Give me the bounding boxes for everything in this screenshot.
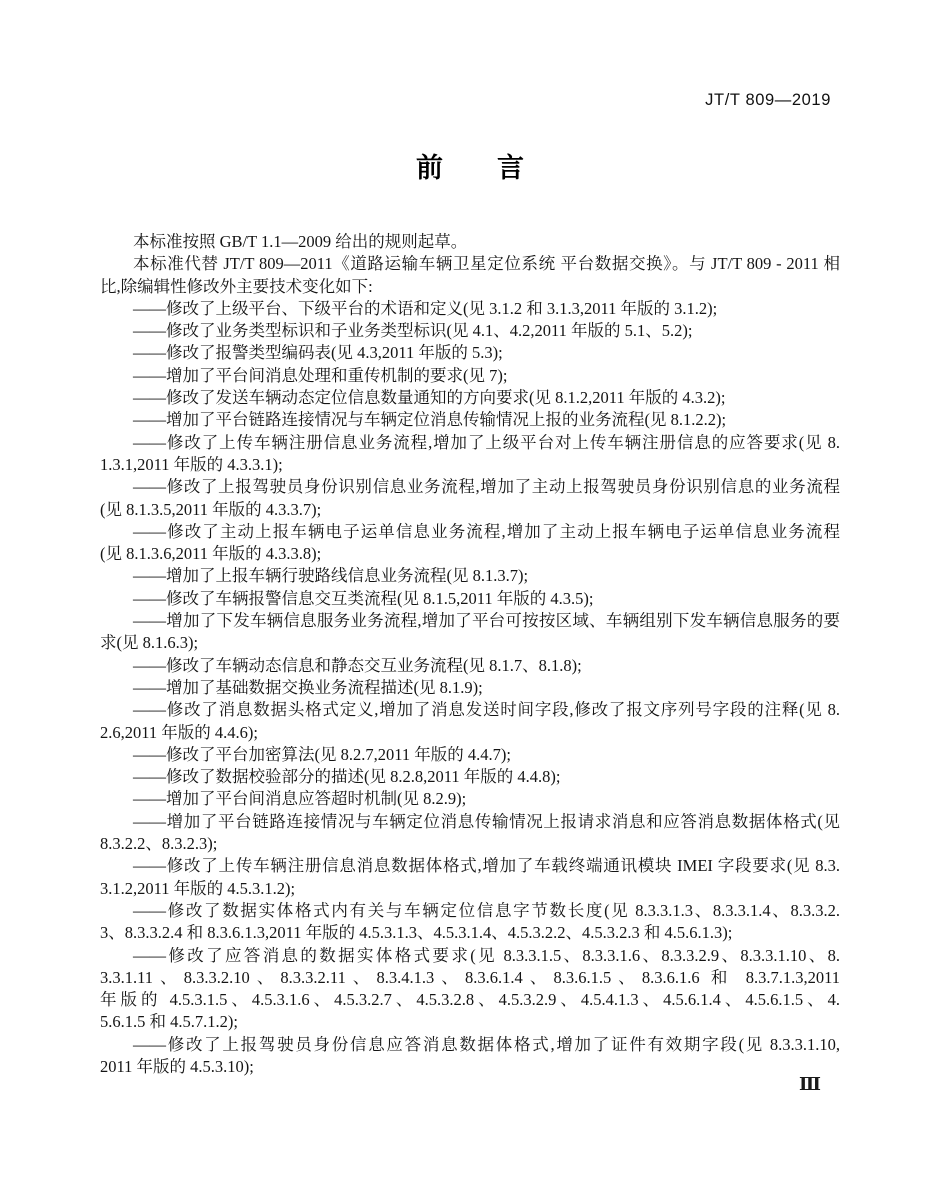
text-line: ——修改了报警类型编码表(见 4.3,2011 年版的 5.3);	[133, 343, 503, 363]
text-line: ——增加了平台间消息应答超时机制(见 8.2.9);	[133, 789, 467, 809]
text-line: ——增加了基础数据交换业务流程描述(见 8.1.9);	[133, 677, 483, 697]
text-line: ——修改了车辆报警信息交互类流程(见 8.1.5,2011 年版的 4.3.5);	[133, 588, 594, 608]
text-line: ——修改了业务类型标识和子业务类型标识(见 4.1、4.2,2011 年版的 5.1、5.2);	[133, 321, 693, 341]
text-line: ——修改了消息数据头格式定义,增加了消息发送时间字段,修改了报文序列号字段的注释(见 8.	[133, 700, 840, 720]
text-line: 1.3.1,2011 年版的 4.3.3.1);	[100, 454, 283, 474]
text-line: (见 8.1.3.5,2011 年版的 4.3.3.7);	[100, 499, 322, 519]
text-line: 比,除编辑性修改外主要技术变化如下:	[100, 276, 373, 296]
text-line: 求(见 8.1.6.3);	[100, 633, 199, 653]
text-line: ——修改了上传车辆注册信息业务流程,增加了上级平台对上传车辆注册信息的应答要求(见 8.	[133, 432, 840, 452]
text-line: ——增加了平台间消息处理和重传机制的要求(见 7);	[133, 365, 508, 385]
text-line: 2.6,2011 年版的 4.4.6);	[100, 722, 258, 742]
text-line: 8.3.2.2、8.3.2.3);	[100, 834, 218, 854]
text-line: 3、8.3.3.2.4 和 8.3.6.1.3,2011 年版的 4.5.3.1.3、4.5.3.1.4、4.5.3.2.2、4.5.3.2.3 和 4.5.6.1.3);	[100, 923, 733, 943]
text-line: ——修改了上级平台、下级平台的术语和定义(见 3.1.2 和 3.1.3,2011 年版的 3.1.2);	[133, 298, 718, 318]
text-line: ——修改了应答消息的数据实体格式要求(见 8.3.3.1.5、8.3.3.1.6、8.3.3.2.9、8.3.3.1.10、8.	[133, 945, 840, 965]
text-line: 3.1.2,2011 年版的 4.5.3.1.2);	[100, 878, 296, 898]
text-line: ——修改了发送车辆动态定位信息数量通知的方向要求(见 8.1.2,2011 年版的 4.3.2);	[133, 388, 726, 408]
text-line: ——修改了上传车辆注册信息消息数据体格式,增加了车载终端通讯模块 IMEI 字段要求(见 8.3.	[133, 856, 840, 876]
text-line: ——修改了主动上报车辆电子运单信息业务流程,增加了主动上报车辆电子运单信息业务流程	[133, 521, 840, 541]
page-title	[100, 153, 840, 183]
doc-number: JT/T 809—2019	[705, 91, 831, 109]
text-line: ——修改了车辆动态信息和静态交互业务流程(见 8.1.7、8.1.8);	[133, 655, 582, 675]
text-line: ——修改了数据校验部分的描述(见 8.2.8,2011 年版的 4.4.8);	[133, 767, 561, 787]
document-body	[100, 231, 840, 1078]
text-line: 3.3.1.11、8.3.3.2.10、8.3.3.2.11、8.3.4.1.3、8.3.6.1.4、8.3.6.1.5、8.3.6.1.6 和 8.3.7.1.3,2011	[100, 967, 840, 987]
text-line: ——增加了下发车辆信息服务业务流程,增加了平台可按按区域、车辆组别下发车辆信息服务的要	[133, 611, 840, 631]
text-line: ——修改了上报驾驶员身份信息应答消息数据体格式,增加了证件有效期字段(见 8.3.3.1.10,	[133, 1034, 840, 1054]
text-line: ——增加了上报车辆行驶路线信息业务流程(见 8.1.3.7);	[133, 566, 529, 586]
text-line: 年版的 4.5.3.1.5、4.5.3.1.6、4.5.3.2.7、4.5.3.2.8、4.5.3.2.9、4.5.4.1.3、4.5.6.1.4、4.5.6.1.5、4.	[100, 990, 840, 1010]
text-line: ——修改了数据实体格式内有关与车辆定位信息字节数长度(见 8.3.3.1.3、8.3.3.1.4、8.3.3.2.	[133, 900, 840, 920]
text-line: ——修改了上报驾驶员身份识别信息业务流程,增加了主动上报驾驶员身份识别信息的业务流程	[133, 477, 840, 497]
text-line: 本标准按照 GB/T 1.1—2009 给出的规则起草。	[133, 232, 468, 251]
text-line: ——增加了平台链路连接情况与车辆定位消息传输情况上报请求消息和应答消息数据体格式(见	[133, 811, 840, 831]
text-line: ——修改了平台加密算法(见 8.2.7,2011 年版的 4.4.7);	[133, 744, 511, 764]
text-line: 5.6.1.5 和 4.5.7.1.2);	[100, 1012, 238, 1032]
page-title-char-1: 前	[416, 153, 443, 183]
page-number: Ⅲ	[799, 1074, 821, 1094]
text-line: 2011 年版的 4.5.3.10);	[100, 1056, 254, 1076]
text-line: (见 8.1.3.6,2011 年版的 4.3.3.8);	[100, 544, 322, 564]
text-line: ——增加了平台链路连接情况与车辆定位消息传输情况上报的业务流程(见 8.1.2.2);	[133, 410, 727, 430]
page-title-char-2: 言	[497, 153, 524, 183]
text-line: 本标准代替 JT/T 809—2011《道路运输车辆卫星定位系统 平台数据交换》。与 JT/T 809 - 2011 相	[133, 254, 840, 274]
